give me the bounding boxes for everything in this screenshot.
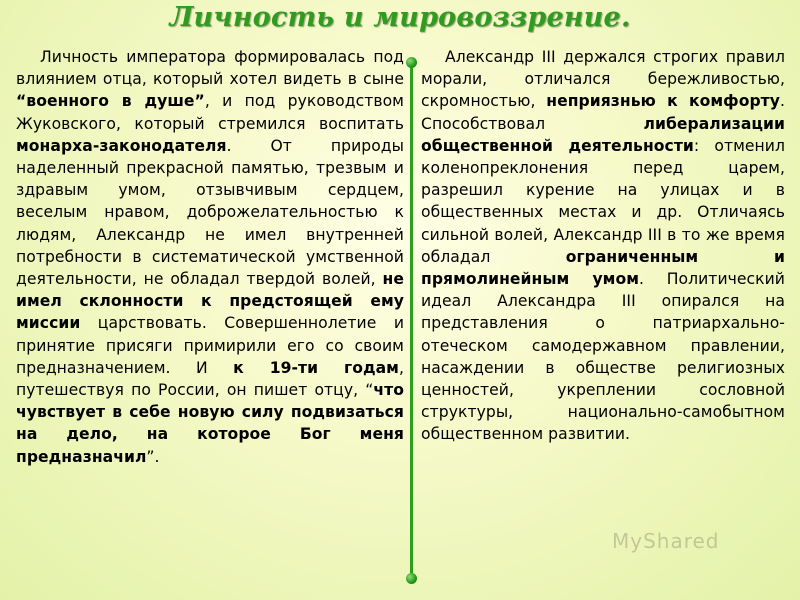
body-text: : отменил коленопреклонения перед царем, разрешил курение на улицах и в общественных местах и др. Отличаясь сильной волей, Александр III в то же время обладал [421, 136, 785, 266]
divider-top-dot [406, 57, 417, 68]
column-divider [410, 62, 413, 580]
emphasis-text: к 19-ти годам [233, 358, 399, 377]
right-text-column [421, 46, 785, 446]
body-text: . Политический идеал Александра III опирался на представления о патриархально-отеческом самодержавном правлении, насаждении в обществе религиозных ценностей, укреплении сословной структуры, национально-самобытном общественном развитии. [421, 270, 785, 444]
body-text: . От природы наделенный прекрасной памятью, трезвым и здравым умом, отзывчивым сердцем, веселым нравом, доброжелательностью к людям, Александр не имел внутренней потребности в систематической умственной деятельности, не обладал твердой волей, [16, 136, 404, 289]
emphasis-text: ограниченным и прямолинейным умом [421, 247, 786, 289]
watermark-logo: MyShared [612, 529, 720, 553]
left-text-column [16, 46, 404, 468]
emphasis-text: либерализации общественной деятельности [421, 114, 785, 155]
body-text: . Способствовал [421, 92, 785, 133]
emphasis-text: что чувствует в себе новую силу подвизаться на дело, на которое Бог меня предназначил [16, 381, 404, 466]
emphasis-text: неприязнью к комфорту [546, 92, 780, 111]
body-text: , и под руководством Жуковского, который стремился воспитать [16, 92, 404, 133]
emphasis-text: монарха-законодателя [16, 136, 227, 155]
body-text: Александр III держался строгих правил морали, отличался бережливостью, скромностью, [421, 48, 785, 111]
body-text: ”. [146, 447, 160, 466]
left-paragraph [16, 46, 404, 468]
emphasis-text: не имел склонности к предстоящей ему миссии [16, 270, 404, 333]
body-text: царствовать. Совершеннолетие и принятие присяги примирили его со своим предназначением. И [16, 314, 404, 377]
body-text: , путешествуя по России, он пишет отцу, “ [16, 358, 404, 400]
divider-bottom-dot [406, 573, 417, 584]
page-title: Личность и мировоззрение. [169, 2, 631, 33]
emphasis-text: “военного в душе” [16, 92, 205, 111]
body-text: Личность императора формировалась под влиянием отца, который хотел видеть в сыне [16, 48, 404, 89]
right-paragraph [421, 46, 785, 446]
